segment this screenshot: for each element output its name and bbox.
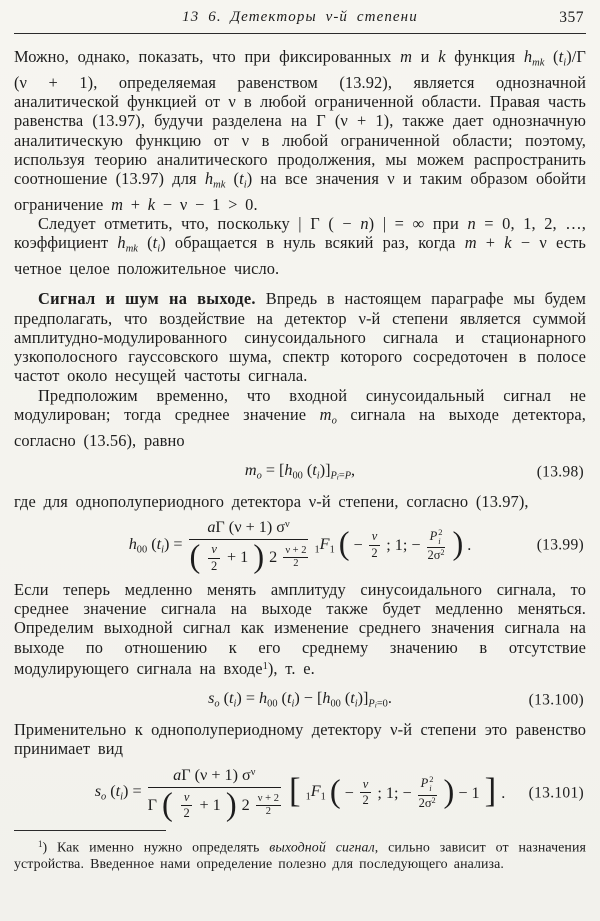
period: . [501, 783, 506, 802]
hypergeometric-1F1: $_1F_1$ [314, 534, 335, 555]
footnote: $^1$) Как именно нужно определять выходной сигнал, сильно зависит от назначения устройства. Введенное нами определение полезно для последующего анализа. [14, 839, 586, 873]
header-rule [14, 33, 586, 34]
paragraph-esli: Если теперь медленно менять амплитуду синусоидального сигнала, то среднее значение сигнала на выходе также будет медленно меняться. Определим выходной сигнал как изменение среднего значения сигнала на выходе по отношению к его среднему значению в отсутствие модулирующего сигнала на входе$^1$), т. е. [14, 579, 586, 678]
running-head: 13 6. Детекторы ν-й степени [182, 9, 418, 25]
eq99-lhs: $h_{00}$ $(t_i)$ = [128, 534, 183, 555]
big-paren-open: ( [162, 786, 173, 823]
minus-one: − 1 [458, 783, 480, 802]
args-separator: ; 1; − [386, 536, 421, 555]
plus-one: + 1 [199, 795, 221, 814]
sup-sub-stack: 2 i [438, 526, 443, 546]
base-two: 2 [269, 548, 278, 567]
main-fraction [148, 765, 281, 822]
minus-sign: − [353, 536, 363, 555]
equation-body: $s_o$ $(t_i) = h_{00}$ $(t_i) - [h_{00}$ $(t_i)]_{Pi=0}$. [208, 689, 392, 710]
paragraph-gde: где для однополупериодного детектора ν-й степени, согласно (13.97), [14, 491, 529, 511]
fraction-nu-over-2: $\frac{\nu}{2}$ [369, 530, 381, 561]
equation-number: (13.101) [528, 784, 584, 802]
fraction-numerator: aΓ (ν + 1) $\sigma^\nu$ [148, 765, 281, 788]
paragraph-signal-i-shum: Сигнал и шум на выходе. Впредь в настоящем параграфе мы будем предполагать, что воздействие на детектор ν-й степени является суммой амплитудно-модулированного синусоидального сигнала и стационарного узкополосного гауссовского шума, спектр которого сосредоточен в полосе частот около несущей частоты сигнала. [14, 289, 587, 386]
paragraph-predpolozhim: Предположим временно, что входной синусоидальный сигнал не модулирован; тогда среднее значение $m_o$ сигнала на выходе детектора, согласно (13.56), равно [14, 385, 586, 450]
period: . [467, 536, 472, 555]
exponent-fraction: $\frac{\nu + 2}{2}$ [257, 792, 279, 817]
equation-13-99 [14, 517, 586, 574]
equation-number: (13.98) [536, 463, 584, 481]
exponent-fraction: $\frac{\nu + 2}{2}$ [285, 545, 307, 570]
hypergeometric-1F1: $_1F_1$ [305, 782, 326, 803]
fraction-P-over-2sigma: P 2 i $2\sigma^2$ [427, 526, 445, 563]
big-paren-open: ( [189, 539, 201, 576]
gamma-symbol: Γ [147, 795, 157, 814]
big-paren-close: ) [253, 539, 265, 576]
footnote-rule [14, 830, 166, 831]
args-separator: ; 1; − [377, 783, 412, 802]
fraction-nu-over-2: $\frac{\nu}{2}$ [208, 543, 220, 574]
equation-13-100 [14, 686, 586, 714]
fraction-numerator: aΓ (ν + 1) $\sigma^\nu$ [189, 517, 309, 540]
fraction-nu-over-2: $\frac{\nu}{2}$ [360, 778, 372, 809]
big-paren-close: ) [225, 786, 237, 823]
fraction-nu-over-2: $\frac{\nu}{2}$ [181, 791, 193, 822]
paragraph-mozhno: Можно, однако, показать, что при фиксированных m и k функция $h_{mk}$ $(t_i)/\Gamma$ (ν + 1), определяемая равенством (13.92), является однозначной аналитической функцией от ν в любой ограниченной области. Правая часть равенства (13.97), будучи разделена на Γ (ν + 1), также дает однозначную аналитическую функцию от ν в любой ограниченной области; поэтому, используя теорию аналитического продолжения, мы можем распространить соотношение (13.97) для $h_{mk}$ $(t_i)$ на все значения ν и таким образом обойти ограничение m + k − ν − 1 > 0. [14, 47, 586, 214]
equation-body: $m_o = [h_{00}$ $(t_i)]_{Pi=P}$, [244, 461, 356, 482]
base-two: 2 [241, 795, 250, 814]
main-fraction [189, 517, 309, 574]
paragraph-sleduet: Следует отметить, что, поскольку | Γ ( − n) | = ∞ при n = 0, 1, 2, …, коэффициент $h_{mk}$ $(t_i)$ обращается в нуль всякий раз, когда m + k − ν есть четное целое положительное число. [14, 214, 586, 278]
paragraph-primenitelno: Применительно к однополупериодному детектору ν-й степени это равенство принимает вид [14, 719, 586, 759]
sup-sub-stack: 2 i [429, 774, 434, 794]
fraction-P-over-2sigma: P 2 i $2\sigma^2$ [418, 774, 436, 810]
equation-body: $s_o$ $(t_i)$ = aΓ (ν + 1) $\sigma^\nu$ Γ ( $\frac{\nu}{2}$ + 1 ) 2 $\frac{\nu + 2}{2}$ [ $_1F_1$ ( − $\frac{\nu}{2}$ ; 1; − P 2 i $2\sigma^2$ ) − 1 ] . [94, 765, 506, 823]
page-header [14, 9, 586, 30]
eq101-lhs: $s_o$ $(t_i)$ = [94, 782, 142, 803]
equation-body: $h_{00}$ $(t_i)$ = aΓ (ν + 1) $\sigma^\nu$ ( $\frac{\nu}{2}$ + 1 ) 2 $\frac{\nu + 2}{2}$ $_1F_1$ ( − $\frac{\nu}{2}$ ; 1; − P 2 i $2\sigma^2$ ) . [128, 518, 472, 576]
minus-sign: − [344, 783, 354, 802]
fraction-denominator [189, 540, 309, 574]
equation-number: (13.99) [536, 536, 584, 554]
page-number: 357 [559, 9, 584, 26]
fraction-denominator [148, 788, 281, 822]
plus-one: + 1 [227, 548, 249, 567]
equation-13-98 [14, 458, 586, 486]
equation-number: (13.100) [528, 691, 584, 709]
equation-13-101 [14, 765, 586, 822]
